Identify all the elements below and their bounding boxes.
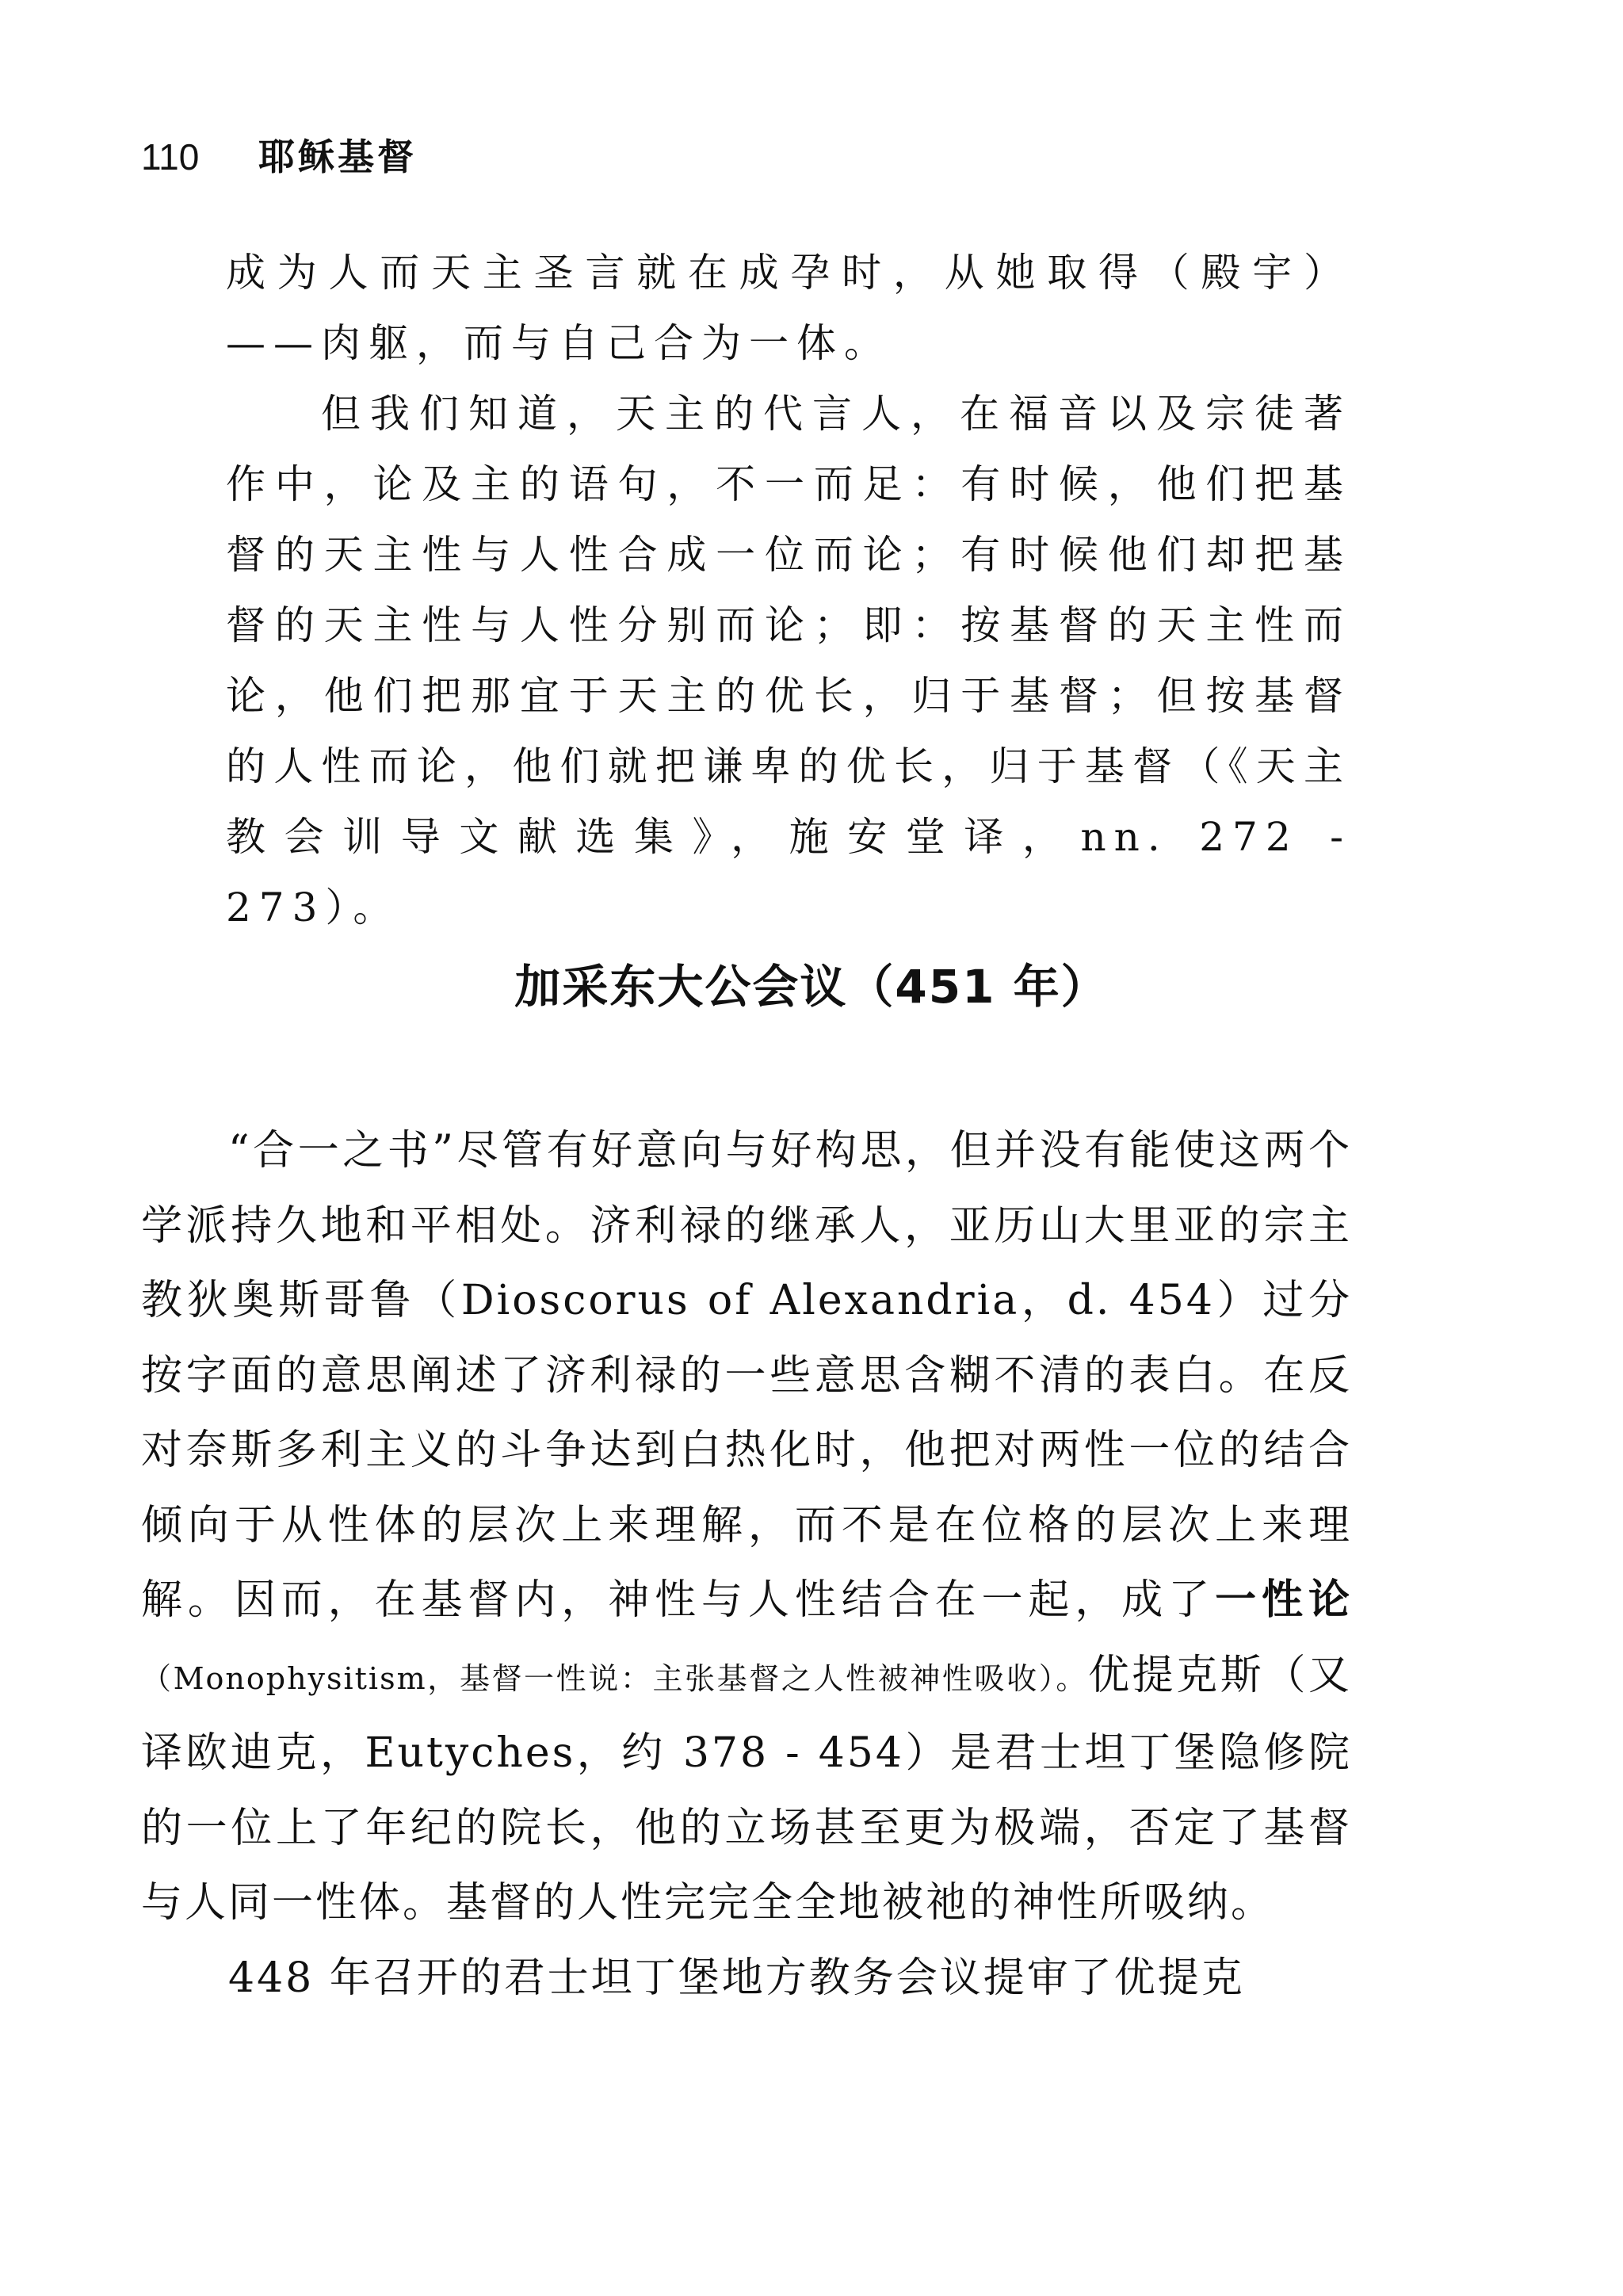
- quote-paragraph-1: 成为人而天主圣言就在成孕时，从她取得（殿宇）——肉躯，而与自己合为一体。: [226, 250, 1351, 366]
- inline-note: （Monophysitism，基督一性说：主张基督之人性被神性吸收）。: [141, 1660, 1088, 1696]
- body-paragraph-2: 448 年召开的君士坦丁堡地方教务会议提审了优提克: [228, 1954, 1245, 2002]
- paragraph-text: “合一之书”尽管有好意向与好构思，但并没有能使这两个学派持久地和平相处。济利禄的继承人，亚历山大里亚的宗主教狄奥斯哥鲁（Dioscorus of Alexandria，d. 454）过分按字面的意思阐述了济利禄的一些意思含糊不清的表白。在反对奈斯多利主义的斗争达到白热化时，他把对两性一位的结合倾向于从性体的层次上来理解，而不是在位格的层次上来理解。因而，在基督内，神性与人性结合在一起，成了: [141, 1127, 1352, 1624]
- quotation-block: [226, 238, 1351, 943]
- body-paragraph-1: [141, 1114, 1352, 1941]
- key-term: 一性论: [1215, 1576, 1352, 1624]
- quote-paragraph-2: 但我们知道，天主的代言人，在福音以及宗徒著作中，论及主的语句，不一而足：有时候，他们把基督的天主性与人性合成一位而论；有时候他们却把基督的天主性与人性分别而论；即：按基督的天主性而论，他们把那宜于天主的优长，归于基督；但按基督的人性而论，他们就把谦卑的优长，归于基督（《天主教会训导文献选集》，施安堂译，nn. 272 - 273）。: [226, 391, 1351, 930]
- section-heading: 加采东大公会议（451 年）: [514, 960, 1109, 1014]
- page-number: 110: [141, 136, 200, 178]
- paragraph-text-continued: 优提克斯（又译欧迪克，Eutyches，约 378 - 454）是君士坦丁堡隐修院的一位上了年纪的院长，他的立场甚至更为极端，否定了基督与人同一性体。基督的人性完完全全地被祂的神性所吸纳。: [141, 1651, 1352, 1927]
- body-text: [141, 1114, 1352, 2015]
- book-title: 耶稣基督: [258, 136, 417, 178]
- running-header: [141, 133, 417, 181]
